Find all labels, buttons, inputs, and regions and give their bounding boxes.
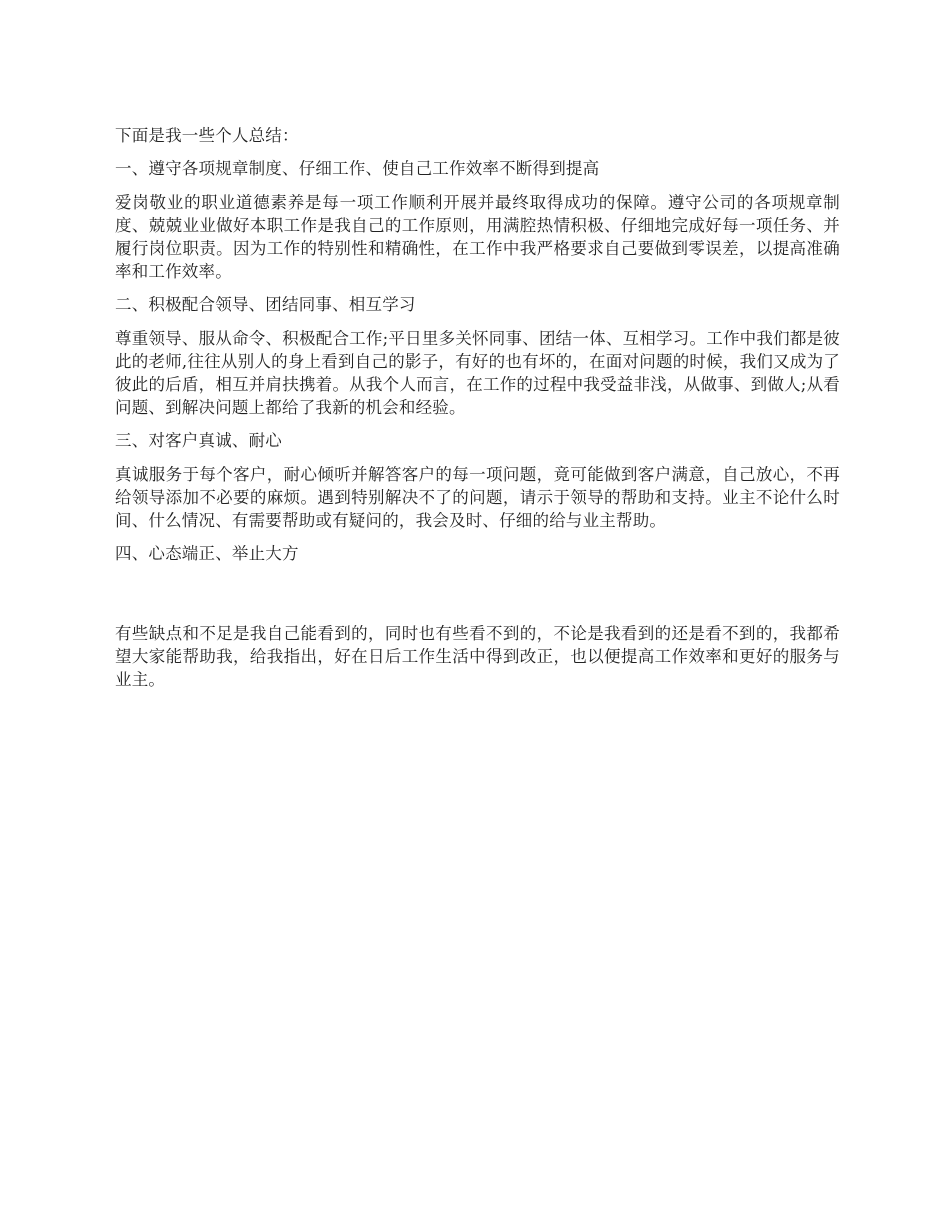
document-content [115, 124, 840, 701]
closing-paragraph: 有些缺点和不足是我自己能看到的，同时也有些看不到的，不论是我看到的还是看不到的，我都希望大家能帮助我，给我指出，好在日后工作生活中得到改正，也以便提高工作效率和更好的服务与业主。 [115, 624, 840, 689]
section-3-body: 真诚服务于每个客户，耐心倾听并解答客户的每一项问题，竟可能做到客户满意，自己放心，不再给领导添加不必要的麻烦。遇到特别解决不了的问题，请示于领导的帮助和支持。业主不论什么时间、什么情况、有需要帮助或有疑问的，我会及时、仔细的给与业主帮助。 [115, 465, 840, 530]
section-4-heading: 四、心态端正、举止大方 [115, 544, 299, 563]
section-1-body: 爱岗敬业的职业道德素养是每一项工作顺利开展并最终取得成功的保障。遵守公司的各项规章制度、兢兢业业做好本职工作是我自己的工作原则，用满腔热情积极、仔细地完成好每一项任务、并履行岗位职责。因为工作的特别性和精确性，在工作中我严格要求自己要做到零误差，以提高准确率和工作效率。 [115, 193, 840, 281]
section-3-heading: 三、对客户真诚、耐心 [115, 431, 282, 450]
section-2-heading: 二、积极配合领导、团结同事、相互学习 [115, 295, 416, 314]
blank-space [115, 576, 840, 622]
intro-paragraph: 下面是我一些个人总结： [115, 126, 299, 145]
section-1-heading: 一、遵守各项规章制度、仔细工作、使自己工作效率不断得到提高 [115, 159, 600, 178]
section-2-body: 尊重领导、服从命令、积极配合工作;平日里多关怀同事、团结一体、互相学习。工作中我们都是彼此的老师,往往从别人的身上看到自己的影子，有好的也有坏的，在面对问题的时候，我们又成为了彼此的后盾，相互并肩扶携着。从我个人而言，在工作的过程中我受益非浅，从做事、到做人;从看问题、到解决问题上都给了我新的机会和经验。 [115, 329, 840, 417]
